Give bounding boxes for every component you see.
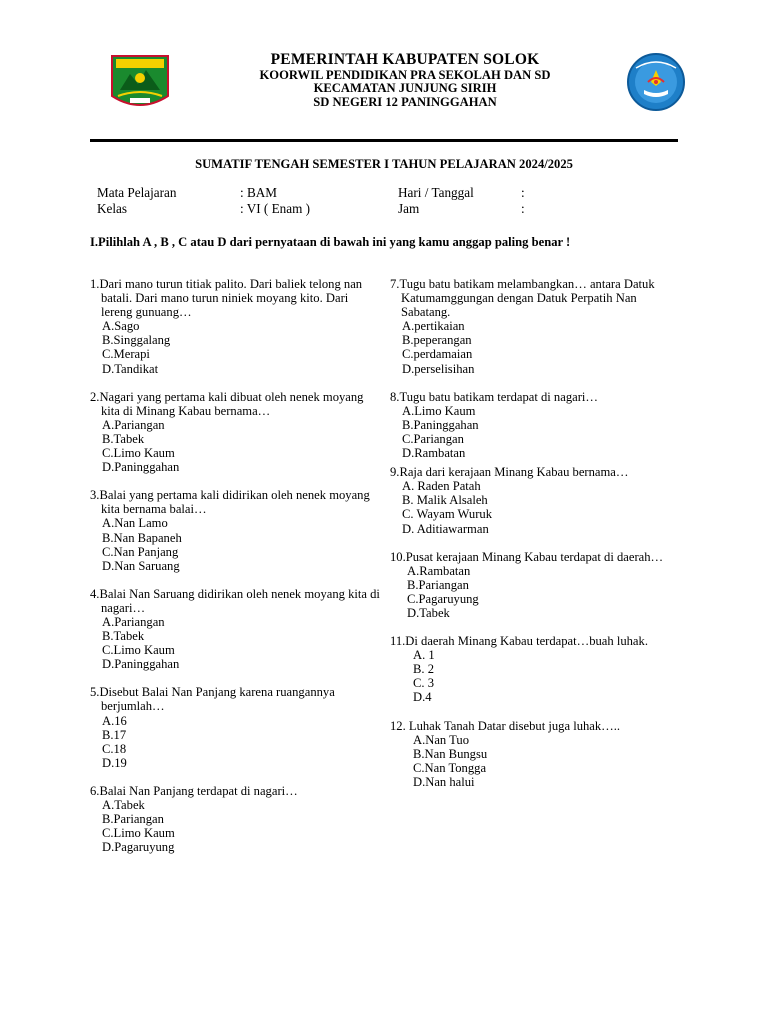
answer-option: D.Pagaruyung [102,840,175,855]
answer-option: A.16 [102,713,127,728]
question-item [90,390,380,475]
answer-option: D. Aditiawarman [402,521,489,536]
answer-option: C.Nan Tongga [413,760,487,775]
question-text: 4.Balai Nan Saruang didirikan oleh nenek moyang kita di nagari… [90,586,380,615]
answer-option: C. 3 [413,676,434,691]
exam-title: SUMATIF TENGAH SEMESTER I TAHUN PELAJARAN 2024/2025 [195,157,573,171]
answer-option: B.Tabek [102,431,145,446]
answer-option: D.Paninggahan [102,460,180,475]
answer-option: C.Pariangan [402,431,464,446]
question-item [390,719,680,789]
answer-options [90,418,380,474]
answer-option: C.18 [102,741,127,756]
question-item [90,784,380,854]
answer-option: A.pertikaian [402,319,465,334]
question-item [90,277,380,376]
answer-option: D.Tabek [407,605,450,620]
answer-option: C.perdamaian [402,347,473,362]
answer-option: A.Limo Kaum [402,403,476,418]
answer-option: B.Singgalang [102,333,171,348]
answer-option: C.Limo Kaum [102,826,175,841]
question-text: 9.Raja dari kerajaan Minang Kabau bernama… [390,465,629,480]
answer-option: A.Pariangan [102,614,165,629]
time-label: Jam [398,201,420,216]
question-text: 11.Di daerah Minang Kabau terdapat…buah luhak. [390,634,648,649]
question-item [90,587,380,672]
answer-option: A. Raden Patah [402,479,481,494]
answer-option: D.Paninggahan [102,657,180,672]
question-text: 7.Tugu batu batikam melambangkan… antara Datuk Katumamggungan dengan Datuk Perpatih Nan Sabatang. [390,277,655,320]
class-value: : VI ( Enam ) [240,201,311,216]
tut-wuri-handayani-logo [622,52,690,112]
answer-option: B.Pariangan [407,577,469,592]
subject-value: : BAM [240,185,278,200]
subject-label: Mata Pelajaran [97,185,177,200]
answer-options [90,714,380,770]
answer-option: B. Malik Alsaleh [402,493,488,508]
answer-option: B.Pariangan [102,812,164,827]
question-text: 6.Balai Nan Panjang terdapat di nagari… [90,783,298,798]
instruction: I.Pilihlah A , B , C atau D dari pernyataan di bawah ini yang kamu anggap paling benar ! [90,235,571,249]
answer-option: A. 1 [413,648,435,663]
answer-option: B.17 [102,727,127,742]
question-item [390,550,680,620]
header-line-2: KOORWIL PENDIDIKAN PRA SEKOLAH DAN SD [259,68,551,82]
answer-options [90,615,380,671]
day-date-value: : [521,185,525,200]
answer-option: C.Limo Kaum [102,446,175,461]
question-item [390,277,680,376]
answer-option: B.Paninggahan [402,417,479,432]
answer-option: A.Tabek [102,798,145,812]
time-value: : [521,201,525,216]
kabupaten-solok-logo [108,52,172,114]
answer-option: C.Merapi [102,347,150,362]
answer-option: C. Wayam Wuruk [402,507,493,522]
question-item [390,390,680,460]
answer-options [390,733,680,789]
question-text: 5.Disebut Balai Nan Panjang karena ruangannya berjumlah… [90,685,335,714]
question-item [90,488,380,573]
answer-option: D.perselisihan [402,361,475,376]
answer-option: C.Pagaruyung [407,591,479,606]
header-line-3: KECAMATAN JUNJUNG SIRIH [313,81,497,95]
question-item [90,685,380,770]
answer-option: D.19 [102,755,127,770]
question-text: 1.Dari mano turun titiak palito. Dari baliek telong nan batali. Dari mano turun niniek moyang kito. Dari lereng gunuang… [90,277,363,320]
day-date-label: Hari / Tanggal [398,185,474,200]
answer-option: A.Pariangan [102,417,165,432]
answer-options [390,319,680,375]
header-line-1: PEMERINTAH KABUPATEN SOLOK [270,51,540,68]
class-label: Kelas [97,201,128,216]
question-item [390,634,680,704]
answer-option: D.Rambatan [402,446,466,461]
answer-option: B.Tabek [102,629,145,644]
answer-options [390,479,680,535]
header-divider [90,139,678,142]
questions-column-right [390,277,680,789]
question-text: 2.Nagari yang pertama kali dibuat oleh nenek moyang kita di Minang Kabau bernama… [90,389,364,418]
answer-option: A.Rambatan [407,563,471,578]
question-text: 3.Balai yang pertama kali didirikan oleh nenek moyang kita bernama balai… [90,488,370,517]
answer-option: A.Nan Tuo [413,732,469,747]
answer-option: A.Nan Lamo [102,516,168,531]
answer-option: C.Nan Panjang [102,544,179,559]
answer-options [390,648,680,704]
question-text: 10.Pusat kerajaan Minang Kabau terdapat di daerah… [390,549,664,564]
answer-option: B.Nan Bungsu [413,746,488,761]
answer-option: D.Nan halui [413,774,475,789]
header-line-4: SD NEGERI 12 PANINGGAHAN [313,95,497,109]
question-item [390,465,680,535]
answer-option: B. 2 [413,662,434,677]
answer-option: D.Tandikat [102,361,159,376]
answer-options [90,798,380,854]
answer-option: B.Nan Bapaneh [102,530,182,545]
answer-option: B.peperangan [402,333,472,348]
answer-option: C.Limo Kaum [102,643,175,658]
answer-options [90,319,380,375]
answer-option: A.Sago [102,319,140,334]
answer-option: D.4 [413,690,432,705]
answer-options [390,564,680,620]
question-text: 8.Tugu batu batikam terdapat di nagari… [390,389,598,404]
answer-option: D.Nan Saruang [102,558,180,573]
answer-options [390,404,680,460]
question-text: 12. Luhak Tanah Datar disebut juga luhak….. [390,718,621,733]
answer-options [90,516,380,572]
questions-column-left [90,277,380,854]
